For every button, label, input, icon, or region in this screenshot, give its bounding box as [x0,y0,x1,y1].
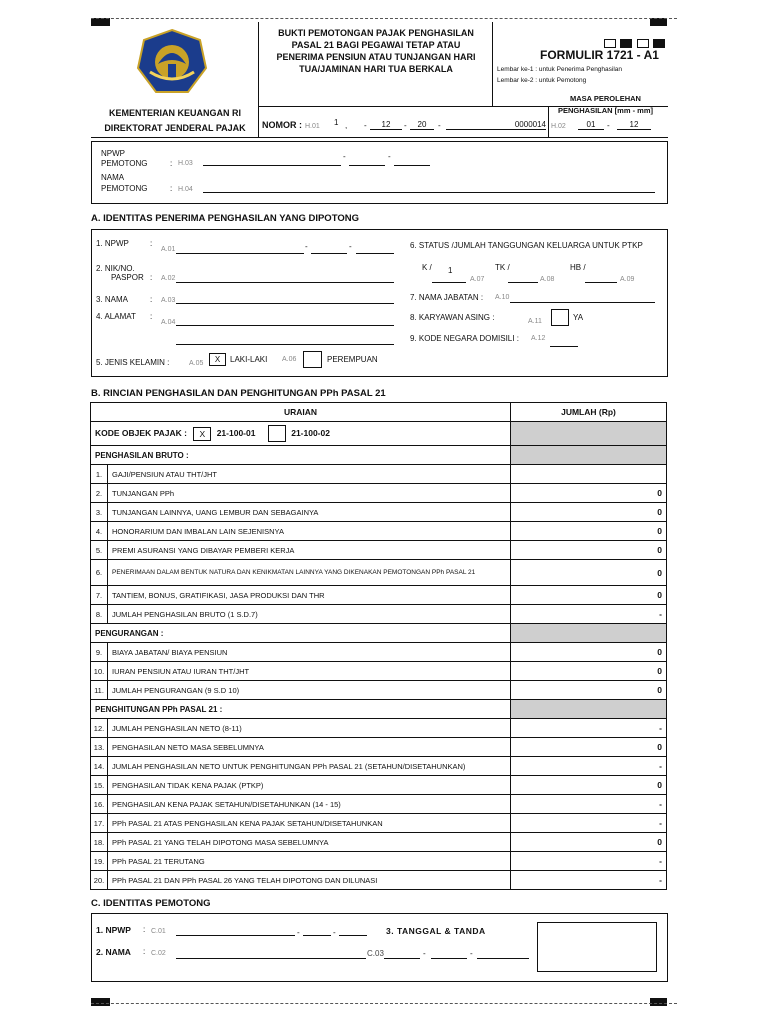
row-number: 6. [91,560,108,586]
row-number: 7. [91,586,108,605]
table-row [91,852,667,871]
nomor-field-3[interactable]: 20 [410,120,434,130]
row-label: JUMLAH PENGHASILAN NETO (8-11) [108,719,511,738]
row-amount[interactable]: 0 [511,738,667,757]
form-name: FORMULIR 1721 - A1 [540,48,659,62]
npwp-pemotong-field-2[interactable] [349,158,385,166]
table-row [91,586,667,605]
title-line: BUKTI PEMOTONGAN PAJAK PENGHASILAN [278,28,474,38]
bruto-title: PENGHASILAN BRUTO : [91,446,511,465]
masa-sep: - [607,121,610,130]
c-npwp-code: C.01 [151,928,166,935]
c-tgl-field-3[interactable] [477,950,529,959]
form-title [262,27,490,75]
table-row [91,484,667,503]
row-label: TANTIEM, BONUS, GRATIFIKASI, JASA PRODUKSI DAN THR [108,586,511,605]
row-label: HONORARIUM DAN IMBALAN LAIN SEJENISNYA [108,522,511,541]
table-row [91,719,667,738]
corner-marker-br [650,998,667,1006]
pengurangan-title: PENGURANGAN : [91,624,511,643]
nomor-sep: - [404,121,407,130]
title-line: TUA/JAMINAN HARI TUA BERKALA [299,64,453,74]
a-tk-label: TK / [495,263,510,272]
table-row [91,605,667,624]
colon: : [143,925,146,934]
row-label: TUNJANGAN PPh [108,484,511,503]
header-frame [258,22,259,138]
table-row [91,503,667,522]
nomor-sep: , [345,121,348,130]
kode-objek-label: KODE OBJEK PAJAK : [95,427,187,438]
row-label: PENGHASILAN TIDAK KENA PAJAK (PTKP) [108,776,511,795]
nomor-sep: - [438,121,441,130]
masa-from[interactable]: 01 [578,120,604,130]
a-tk-code: A.08 [540,276,555,283]
a-alamat-code: A.04 [161,319,176,326]
title-line: PENERIMA PENSIUN ATAU TUNJANGAN HARI [276,52,476,62]
c-nama-label: 2. NAMA [96,947,131,957]
gray-cell [511,624,667,643]
nama-pemotong-code: H.04 [178,186,193,193]
row-number: 17. [91,814,108,833]
row-label: TUNJANGAN LAINNYA, UANG LEMBUR DAN SEBAGAINYA [108,503,511,522]
colon: : [170,184,173,193]
row-label: PPh PASAL 21 TERUTANG [108,852,511,871]
bruto-header-row [91,446,667,465]
row-amount[interactable]: - [511,757,667,776]
table-row [91,833,667,852]
a-jabatan-label: 7. NAMA JABATAN : [410,293,484,302]
col-uraian: URAIAN [91,403,511,422]
laki-laki-checkbox[interactable]: X [209,353,226,366]
a-jabatan-field[interactable] [510,294,655,303]
a-alamat-field-2[interactable] [176,336,394,345]
c-npwp-field-3[interactable] [339,927,367,936]
c-npwp-field-1[interactable] [176,927,295,936]
row-number: 18. [91,833,108,852]
nomor-field-2[interactable]: 12 [370,120,402,130]
perempuan-checkbox[interactable] [303,351,322,368]
a-domisili-code: A.12 [531,335,546,342]
masa-code: H.02 [551,123,566,130]
a-nama-code: A.03 [161,297,176,304]
table-row [91,662,667,681]
colon: : [170,159,173,168]
row-number: 9. [91,643,108,662]
lembar-1: Lembar ke-1 : untuk Penerima Penghasilan [497,66,623,73]
c-tgl-code: C.03 [367,949,384,958]
a-k-label: K / [422,263,432,272]
row-number: 15. [91,776,108,795]
row-number: 1. [91,465,108,484]
c-tgl-field-1[interactable] [384,950,420,959]
kode-objek-row [91,422,667,446]
tgl-sep: - [423,949,426,958]
hitung-title: PENGHITUNGAN PPh PASAL 21 : [91,700,511,719]
row-number: 12. [91,719,108,738]
gray-cell [511,446,667,465]
row-amount[interactable]: 0 [511,522,667,541]
colon: : [150,312,153,321]
a-nik-label-2: PASPOR [111,273,144,282]
gray-cell [511,422,667,446]
row-number: 20. [91,871,108,890]
nama-pemotong-label: NAMA [101,173,125,182]
nomor-label: NOMOR : [262,120,302,130]
directorate-name: DIREKTORAT JENDERAL PAJAK [104,123,246,133]
table-row [91,643,667,662]
row-label: JUMLAH PENGHASILAN BRUTO (1 S.D.7) [108,605,511,624]
table-row [91,871,667,890]
table-row [91,738,667,757]
table-header-row [91,403,667,422]
a-domisili-label: 9. KODE NEGARA DOMISILI : [410,334,519,343]
npwp-pemotong-code: H.03 [178,160,193,167]
a-nama-label: 3. NAMA [96,295,129,304]
row-number: 3. [91,503,108,522]
pemotong-box [91,141,668,204]
c-nama-field[interactable] [176,950,366,959]
row-amount[interactable]: - [511,795,667,814]
row-amount[interactable]: - [511,871,667,890]
row-number: 19. [91,852,108,871]
row-label: PENERIMAAN DALAM BENTUK NATURA DAN KENIKMATAN LAINNYA YANG DIKENAKAN PEMOTONGAN PPh PASAL 21 [108,560,511,586]
npwp-pemotong-label-2: PEMOTONG [101,159,148,168]
a-nama-field[interactable] [176,295,394,304]
section-b-title: B. RINCIAN PENGHASILAN DAN PENGHITUNGAN PPh PASAL 21 [91,388,386,399]
npwp-sep: - [388,152,391,161]
a-jabatan-code: A.10 [495,294,510,301]
a-npwp-field-3[interactable] [356,245,394,254]
nomor-sep: - [364,121,367,130]
perempuan-label: PEREMPUAN [327,355,378,364]
ministry-logo [134,28,210,98]
row-amount[interactable]: 0 [511,484,667,503]
npwp-sep: - [305,242,308,251]
row-label: PPh PASAL 21 ATAS PENGHASILAN KENA PAJAK SETAHUN/DISETAHUNKAN [108,814,511,833]
table-row [91,795,667,814]
row-amount[interactable]: 0 [511,586,667,605]
corner-marker-tl [91,18,110,26]
row-number: 2. [91,484,108,503]
row-number: 16. [91,795,108,814]
row-label: GAJI/PENSIUN ATAU THT/JHT [108,465,511,484]
kode-21-100-02-checkbox[interactable] [268,425,286,442]
rincian-table [90,402,667,890]
corner-marker-bl [91,998,110,1006]
table-row [91,681,667,700]
table-row [91,465,667,484]
row-amount[interactable]: 0 [511,833,667,852]
nama-pemotong-label-2: PEMOTONG [101,184,148,193]
row-amount[interactable]: - [511,814,667,833]
row-number: 11. [91,681,108,700]
header-frame-bottom2 [91,137,668,138]
row-number: 14. [91,757,108,776]
kode-objek-cell [91,422,511,446]
c-npwp-label: 1. NPWP [96,925,131,935]
row-amount[interactable]: 0 [511,503,667,522]
row-amount[interactable]: 0 [511,560,667,586]
row-amount[interactable]: 0 [511,662,667,681]
bottom-dashed-line [91,1003,677,1004]
ministry-name: KEMENTERIAN KEUANGAN RI [108,108,241,118]
npwp-pemotong-field-3[interactable] [394,158,430,166]
row-number: 10. [91,662,108,681]
masa-label: MASA PEROLEHAN [570,94,641,103]
row-amount[interactable]: 0 [511,776,667,795]
title-line: PASAL 21 BAGI PEGAWAI TETAP ATAU [291,40,461,50]
c-tgl-field-2[interactable] [431,950,467,959]
a-hb-label: HB / [570,263,586,272]
table-row [91,814,667,833]
row-amount[interactable]: 0 [511,643,667,662]
npwp-pemotong-field-1[interactable] [203,158,341,166]
table-row [91,522,667,541]
row-amount[interactable]: - [511,719,667,738]
a-npwp-label: 1. NPWP [96,239,129,248]
row-label: PREMI ASURANSI YANG DIBAYAR PEMBERI KERJA [108,541,511,560]
nomor-field-4[interactable]: 0000014 [446,120,546,130]
table-row [91,541,667,560]
top-dashed-line [91,18,677,19]
a-npwp-code: A.01 [161,246,176,253]
row-label: PENGHASILAN NETO MASA SEBELUMNYA [108,738,511,757]
lembar-2: Lembar ke-2 : untuk Pemotong [497,77,587,84]
row-label: JUMLAH PENGURANGAN (9 S.D 10) [108,681,511,700]
a-nik-label: 2. NIK/NO. [96,264,135,273]
row-label: PPh PASAL 21 DAN PPh PASAL 26 YANG TELAH DIPOTONG DAN DILUNASI [108,871,511,890]
colon: : [150,295,153,304]
row-number: 13. [91,738,108,757]
a-npwp-field-2[interactable] [311,245,347,254]
colon: : [150,239,153,248]
a-hb-field[interactable] [585,276,617,283]
section-a-title: A. IDENTITAS PENERIMA PENGHASILAN YANG DIPOTONG [91,213,359,224]
a-jk-code-2: A.06 [282,356,297,363]
a-alamat-label: 4. ALAMAT [96,312,136,321]
colon: : [143,947,146,956]
npwp-sep: - [333,928,336,937]
c-nama-code: C.02 [151,950,166,957]
row-amount[interactable]: 0 [511,541,667,560]
a-domisili-field[interactable] [550,338,578,347]
a-tk-field[interactable] [508,276,538,283]
header-frame-right [492,22,493,106]
c-tanggal-label: 3. TANGGAL & TANDA [386,926,486,936]
c-npwp-field-2[interactable] [303,927,331,936]
tgl-sep: - [470,949,473,958]
row-amount[interactable]: 0 [511,681,667,700]
a-nik-field[interactable] [176,274,394,283]
row-amount[interactable]: - [511,852,667,871]
kode-21-100-01-checkbox[interactable]: X [193,427,211,441]
row-number: 5. [91,541,108,560]
row-label: PENGHASILAN KENA PAJAK SETAHUN/DISETAHUNKAN (14 - 15) [108,795,511,814]
npwp-sep: - [349,242,352,251]
row-amount[interactable]: - [511,605,667,624]
section-c-title: C. IDENTITAS PEMOTONG [91,898,211,909]
npwp-sep: - [297,928,300,937]
row-label: PPh PASAL 21 YANG TELAH DIPOTONG MASA SEBELUMNYA [108,833,511,852]
nomor-code: H.01 [305,123,320,130]
col-jumlah: JUMLAH (Rp) [511,403,667,422]
kode-21-100-02-label: 21-100-02 [291,427,330,438]
nomor-field-1[interactable]: 1 [334,118,339,127]
a-status-label: 6. STATUS /JUMLAH TANGGUNGAN KELUARGA UNTUK PTKP [410,241,643,250]
header-frame-mid [548,106,549,138]
row-amount[interactable] [511,465,667,484]
table-row [91,757,667,776]
a-k-code: A.07 [470,276,485,283]
hitung-header-row [91,700,667,719]
a-nik-code: A.02 [161,275,176,282]
colon: : [150,273,153,282]
row-number: 4. [91,522,108,541]
row-label: IURAN PENSIUN ATAU IURAN THT/JHT [108,662,511,681]
npwp-sep: - [343,152,346,161]
a-asing-label: 8. KARYAWAN ASING : [410,313,495,322]
nama-pemotong-field[interactable] [203,184,655,193]
a-k-value[interactable]: 1 [448,266,453,275]
laki-laki-label: LAKI-LAKI [230,355,268,364]
row-number: 8. [91,605,108,624]
pengurangan-header-row [91,624,667,643]
row-label: BIAYA JABATAN/ BIAYA PENSIUN [108,643,511,662]
a-hb-code: A.09 [620,276,635,283]
a-jk-code-1: A.05 [189,360,204,367]
a-k-field[interactable] [432,276,466,283]
karyawan-asing-checkbox[interactable] [551,309,569,326]
kode-21-100-01-label: 21-100-01 [216,427,256,438]
npwp-pemotong-label: NPWP [101,149,125,158]
gray-cell [511,700,667,719]
signature-box[interactable] [537,922,657,972]
a-jk-label: 5. JENIS KELAMIN : [96,358,170,367]
corner-marker-tr [650,18,667,26]
table-row [91,776,667,795]
a-alamat-field-1[interactable] [176,317,394,326]
a-asing-code: A.11 [528,318,542,325]
masa-label-2: PENGHASILAN [mm - mm] [558,106,654,115]
a-ya-label: YA [573,313,584,322]
masa-to[interactable]: 12 [617,120,651,130]
row-label: JUMLAH PENGHASILAN NETO UNTUK PENGHITUNGAN PPh PASAL 21 (SETAHUN/DISETAHUNKAN) [108,757,511,776]
a-npwp-field-1[interactable] [176,245,304,254]
table-row [91,560,667,586]
